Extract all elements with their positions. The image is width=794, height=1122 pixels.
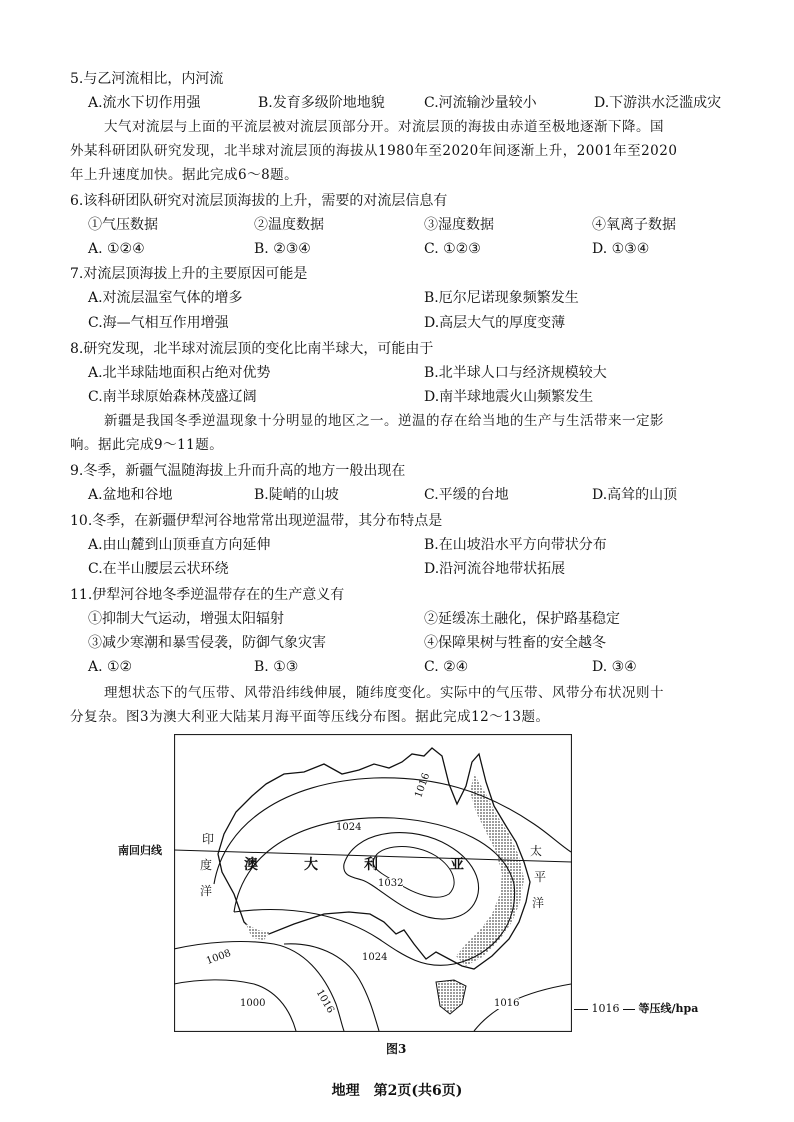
continent-char-1: 澳 — [244, 857, 258, 873]
q9-option-a: A.盆地和谷地 — [88, 487, 173, 503]
q9-option-b: B.陡峭的山坡 — [254, 487, 339, 503]
pacific-ocean-char-2: 平 — [534, 870, 547, 884]
q6-option-a: A. ①②④ — [88, 241, 145, 257]
passage1-line3: 年上升速度加快。据此完成6～8题。 — [70, 167, 299, 183]
passage1-line1: 大气对流层与上面的平流层被对流层顶部分开。对流层顶的海拔由赤道至极地逐渐下降。国 — [104, 119, 664, 135]
q6-option-b: B. ②③④ — [254, 241, 311, 257]
isobar-label-1024-b: 1024 — [362, 952, 388, 963]
q8-stem: 8.研究发现，北半球对流层顶的变化比南半球大，可能由于 — [70, 341, 434, 357]
q9-stem: 9.冬季，新疆气温随海拔上升而升高的地方一般出现在 — [70, 463, 406, 479]
q10-option-d: D.沿河流谷地带状拓展 — [424, 561, 566, 577]
page-footer: 地理 第2页(共6页) — [331, 1083, 463, 1099]
isobar-label-1016-se: 1016 — [494, 998, 520, 1009]
q11-item-1: ①抑制大气运动，增强太阳辐射 — [88, 611, 284, 627]
q5-option-d: D.下游洪水泛滥成灾 — [594, 95, 722, 111]
q9-option-c: C.平缓的台地 — [424, 487, 509, 503]
q8-option-d: D.南半球地震火山频繁发生 — [424, 389, 594, 405]
legend-dash — [623, 1009, 635, 1010]
isobar-map-svg — [174, 734, 572, 1032]
legend-text: 等压线/hpa — [638, 1002, 699, 1015]
indian-ocean-char-2: 度 — [200, 858, 213, 872]
q6-option-c: C. ①②③ — [424, 241, 481, 257]
legend-value: 1016 — [591, 1002, 620, 1015]
pacific-ocean-char-3: 洋 — [532, 896, 545, 910]
q9-option-d: D.高耸的山顶 — [592, 487, 678, 503]
q5-option-a: A.流水下切作用强 — [88, 95, 201, 111]
passage1-line2: 外某科研团队研究发现，北半球对流层顶的海拔从1980年至2020年间逐渐上升，2001年至2020 — [70, 143, 678, 159]
q6-item-2: ②温度数据 — [254, 217, 324, 233]
indian-ocean-char-3: 洋 — [200, 884, 213, 898]
q7-option-b: B.厄尔尼诺现象频繁发生 — [424, 290, 579, 306]
legend-line — [574, 1009, 588, 1010]
q10-stem: 10.冬季，在新疆伊犁河谷地常常出现逆温带，其分布特点是 — [70, 513, 443, 529]
isobar-map — [174, 734, 572, 1032]
q7-option-d: D.高层大气的厚度变薄 — [424, 315, 566, 331]
q8-option-a: A.北半球陆地面积占绝对优势 — [88, 365, 271, 381]
q7-stem: 7.对流层顶海拔上升的主要原因可能是 — [70, 266, 308, 282]
q11-stem: 11.伊犁河谷地冬季逆温带存在的生产意义有 — [70, 587, 345, 603]
map-legend — [574, 1000, 698, 1016]
q10-option-b: B.在山坡沿水平方向带状分布 — [424, 537, 607, 553]
q11-option-a: A. ①② — [88, 659, 133, 675]
passage2-line1: 新疆是我国冬季逆温现象十分明显的地区之一。逆温的存在给当地的生产与生活带来一定影 — [104, 413, 664, 429]
isobar-label-1024-a: 1024 — [336, 822, 362, 833]
q5-stem: 5.与乙河流相比，内河流 — [70, 71, 224, 87]
tropic-label: 南回归线 — [118, 844, 162, 857]
passage3-line2: 分复杂。图3为澳大利亚大陆某月海平面等压线分布图。据此完成12～13题。 — [70, 709, 550, 725]
q11-item-3: ③减少寒潮和暴雪侵袭，防御气象灾害 — [88, 635, 326, 651]
q10-option-a: A.由山麓到山顶垂直方向延伸 — [88, 537, 271, 553]
continent-char-3: 利 — [364, 857, 378, 873]
q6-item-4: ④氧离子数据 — [592, 217, 676, 233]
continent-char-2: 大 — [304, 857, 318, 873]
pacific-ocean-char-1: 太 — [530, 844, 543, 858]
q11-item-4: ④保障果树与牲畜的安全越冬 — [424, 635, 606, 651]
isobar-label-1032: 1032 — [378, 878, 404, 889]
q7-option-a: A.对流层温室气体的增多 — [88, 290, 243, 306]
continent-char-4: 亚 — [450, 857, 464, 873]
q11-option-b: B. ①③ — [254, 659, 299, 675]
q7-option-c: C.海—气相互作用增强 — [88, 315, 229, 331]
isobar-label-1008: 1008 — [204, 947, 233, 968]
passage2-line2: 响。据此完成9～11题。 — [70, 437, 224, 453]
q5-option-b: B.发育多级阶地地貌 — [258, 95, 385, 111]
q11-option-c: C. ②④ — [424, 659, 469, 675]
q6-stem: 6.该科研团队研究对流层顶海拔的上升，需要的对流层信息有 — [70, 193, 448, 209]
figure-caption: 图3 — [386, 1042, 407, 1056]
q6-item-1: ①气压数据 — [88, 217, 158, 233]
indian-ocean-char-1: 印 — [202, 832, 215, 846]
q8-option-b: B.北半球人口与经济规模较大 — [424, 365, 607, 381]
q10-option-c: C.在半山腰层云状环绕 — [88, 561, 229, 577]
isobar-label-1016-s: 1016 — [313, 987, 336, 1016]
passage3-line1: 理想状态下的气压带、风带沿纬线伸展，随纬度变化。实际中的气压带、风带分布状况则十 — [104, 685, 664, 701]
q11-option-d: D. ③④ — [592, 659, 637, 675]
q11-item-2: ②延缓冻土融化，保护路基稳定 — [424, 611, 620, 627]
isobar-label-1000: 1000 — [240, 998, 266, 1009]
isobar-label-1016: 1016 — [413, 771, 433, 800]
q6-option-d: D. ①③④ — [592, 241, 650, 257]
q8-option-c: C.南半球原始森林茂盛辽阔 — [88, 389, 257, 405]
q6-item-3: ③湿度数据 — [424, 217, 494, 233]
q5-option-c: C.河流输沙量较小 — [424, 95, 537, 111]
